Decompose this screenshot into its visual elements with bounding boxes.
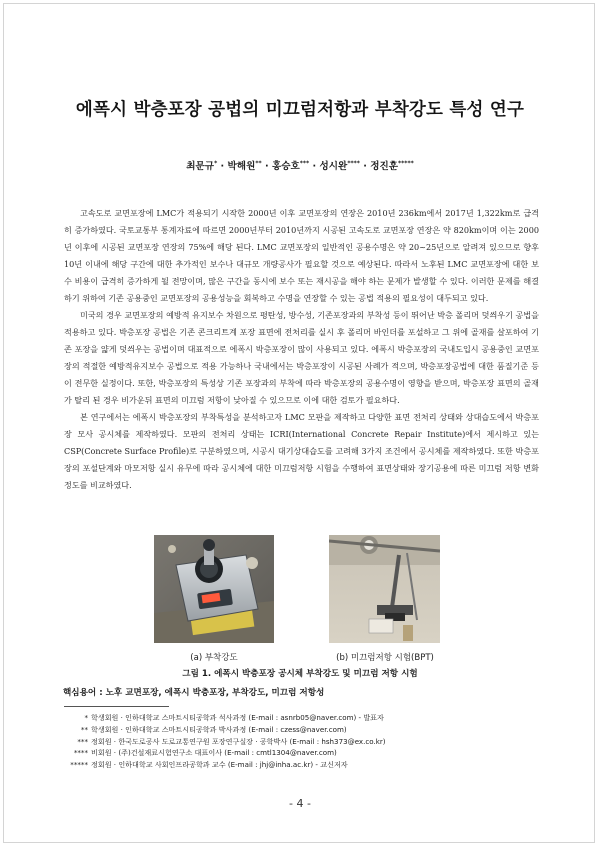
footnote-3: *** 정회원 · 한국도로공사 도로교통연구원 포장연구실장 · 공학박사 (E-mail : hsh373@ex.co.kr) <box>77 736 386 746</box>
bond-strength-tester-photo <box>154 535 274 643</box>
author-4: 성시완**** <box>319 159 360 172</box>
body-text <box>64 205 539 494</box>
figure-b-caption: (b) 미끄럼저항 시험(BPT) <box>336 653 434 663</box>
footnote-divider <box>64 706 169 707</box>
footnote-5: ***** 정회원 · 인하대학교 사회인프라공학과 교수 (E-mail : jhj@inha.ac.kr) - 교신저자 <box>70 760 348 770</box>
keywords: 핵심용어 : 노후 교면포장, 에폭시 박층포장, 부착강도, 미끄럼 저항성 <box>63 688 325 698</box>
paper-title: 에폭시 박층포장 공법의 미끄럼저항과 부착강도 특성 연구 <box>75 100 525 120</box>
footnote-2: ** 학생회원 · 인하대학교 스마트시티공학과 박사과정 (E-mail : czess@naver.com) <box>80 724 347 734</box>
figure-a-caption: (a) 부착강도 <box>190 653 238 663</box>
figure-area <box>0 535 600 665</box>
figure-caption: 그림 1. 에폭시 박층포장 공시체 부착강도 및 미끄럼 저항 시험 <box>182 669 418 679</box>
author-list: 최문규* · 박해원** · 홍승호*** · 성시완**** · 정진훈***** <box>186 159 414 172</box>
footnotes <box>62 712 386 771</box>
british-pendulum-tester-photo <box>329 535 440 643</box>
footnote-1: * 학생회원 · 인하대학교 스마트시티공학과 석사과정 (E-mail : asnrb05@naver.com) - 발표자 <box>84 713 384 722</box>
author-2: 박해원** <box>227 159 262 172</box>
author-1: 최문규* <box>186 159 218 172</box>
paragraph-2: 미국의 경우 교면포장의 예방적 유지보수 차원으로 평탄성, 방수성, 기존포장과의 부착성 등이 뛰어난 박층 폴리머 덧씌우기 공법을 적용하고 있다. 박층포장 공법은 기존 콘크리트계 포장 표면에 전처리를 실시 후 폴리머 바인더를 포설하고 그 위에 골재를 살포하여 기존 포장을 얇게 덧씌우는 공법이며 대표적으로 에폭시 박층포장이 많이 사용되고 있다. 에폭시 박층포장의 국내도입시 공용중인 교면포장의 적절한 예방적유지보수 공법으로 적용 가능하나 국내에서는 박층포장이 시공된 사례가 적으며, 박층포장공법에 대한 품질기준 등이 전무한 실정이다. 또한, 박층포장의 특성상 기존 포장과의 부착에 따라 박층포장의 공용수명이 영향을 받으며, 박층포장 표면의 골재가 탈리 된 경우 비가운뒤 표면의 미끄럼 저항이 낮아질 수 있으므로 이에 대한 검토가 필요하다. <box>64 310 539 405</box>
author-3: 홍승호*** <box>271 159 310 172</box>
paragraph-3: 본 연구에서는 에폭시 박층포장의 부착특성을 분석하고자 LMC 모판을 제작하고 다양한 표면 전처리 상태와 상대습도에서 박층포장 모사 공시체를 제작하였다. 모판의 전처리 상태는 ICRI(International Concrete Repair Institute)에서 제시하고 있는 CSP(Concrete Surface Profile)로 구분하였으며, 시공시 대기상대습도를 고려해 3가지 조건에서 공시체를 제작하였다. 또한 박층포장의 포설단계와 마모저항 실시 유무에 따라 공시체에 대한 미끄럼저항 시험을 수행하여 표면상태와 장기공용에 따른 미끄럼 저항 변화 정도를 비교하였다. <box>64 412 539 490</box>
footnote-4: **** 비회원 · (주)건설재료시험연구소 대표이사 (E-mail : cmtl1304@naver.com) <box>73 748 337 758</box>
paragraph-1: 고속도로 교면포장에 LMC가 적용되기 시작한 2000년 이후 교면포장의 연장은 2010년 236km에서 2017년 1,322km로 급격히 증가하였다. 국토교통부 통계자료에 따르면 2000년부터 2010년까지 시공된 고속도로 교면포장 연장은 약 820km이며 이는 2000년 이후에 시공된 교면포장 연장의 75%에 해당 된다. LMC 교면포장의 일반적인 공용수명은 약 20~25년으로 알려져 있으므로 향후 10년 이내에 해당 구간에 대한 추가적인 보수나 대규모 개량공사가 필요할 것으로 예상된다. 따라서 노후된 LMC 교면포장에 대한 보수 비용이 급격히 증가하게 될 전망이며, 많은 구간을 동시에 보수 또는 재시공을 해야 하는 문제가 발생할 수 있다. 이러한 문제를 해결하기 위하여 기존 공용중인 교면포장의 공용성능을 회복하고 수명을 연장할 수 있는 공법 적용의 필요성이 대두되고 있다. <box>64 208 539 303</box>
page-number: - 4 - <box>289 797 311 810</box>
author-5: 정진훈***** <box>370 159 414 172</box>
